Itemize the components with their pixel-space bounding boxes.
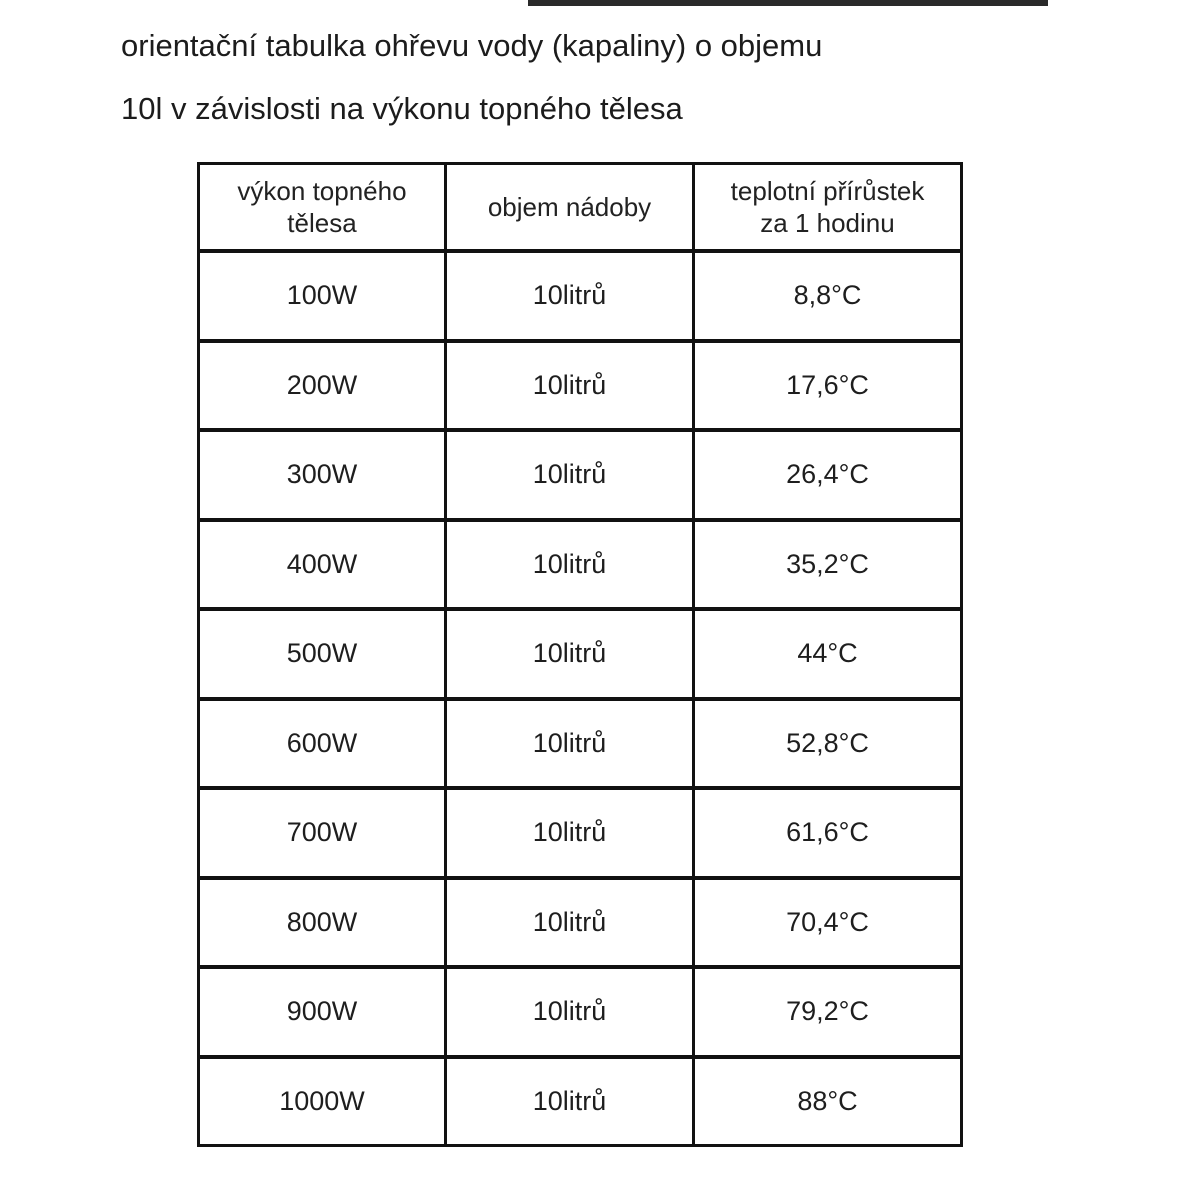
cell-temp: 61,6°C (695, 790, 960, 880)
cell-power: 200W (200, 343, 447, 433)
cell-temp: 26,4°C (695, 432, 960, 522)
cell-volume: 10litrů (447, 253, 695, 343)
cell-volume: 10litrů (447, 880, 695, 970)
cell-power: 500W (200, 611, 447, 701)
table-row (200, 701, 960, 791)
table-row (200, 1059, 960, 1145)
table-row (200, 611, 960, 701)
table-header-row (200, 165, 960, 253)
cell-volume: 10litrů (447, 1059, 695, 1145)
cell-temp: 17,6°C (695, 343, 960, 433)
table-row (200, 969, 960, 1059)
header-power (200, 165, 447, 253)
cell-volume: 10litrů (447, 790, 695, 880)
heating-table (197, 162, 963, 1147)
cell-power: 800W (200, 880, 447, 970)
cell-temp: 88°C (695, 1059, 960, 1145)
document-title-line-1: orientační tabulka ohřevu vody (kapaliny) o objemu (121, 28, 823, 63)
cell-volume: 10litrů (447, 969, 695, 1059)
table-row (200, 253, 960, 343)
header-power-line-2: tělesa (287, 208, 357, 238)
header-temp (695, 165, 960, 253)
table-row (200, 432, 960, 522)
cell-volume: 10litrů (447, 522, 695, 612)
cell-volume: 10litrů (447, 432, 695, 522)
top-rule (528, 0, 1048, 6)
table-row (200, 790, 960, 880)
cell-temp: 79,2°C (695, 969, 960, 1059)
cell-power: 900W (200, 969, 447, 1059)
table-row (200, 880, 960, 970)
table-row (200, 343, 960, 433)
cell-power: 400W (200, 522, 447, 612)
document-title-line-2: 10l v závislosti na výkonu topného tělesa (121, 91, 683, 126)
cell-temp: 8,8°C (695, 253, 960, 343)
cell-temp: 35,2°C (695, 522, 960, 612)
cell-volume: 10litrů (447, 611, 695, 701)
header-volume (447, 165, 695, 253)
table-row (200, 522, 960, 612)
cell-temp: 52,8°C (695, 701, 960, 791)
cell-temp: 44°C (695, 611, 960, 701)
cell-power: 600W (200, 701, 447, 791)
header-power-line-1: výkon topného (237, 176, 407, 206)
cell-volume: 10litrů (447, 343, 695, 433)
cell-temp: 70,4°C (695, 880, 960, 970)
header-temp-line-1: teplotní přírůstek (730, 176, 925, 206)
header-temp-line-2: za 1 hodinu (760, 208, 895, 238)
header-volume-line-1: objem nádoby (487, 192, 652, 222)
cell-power: 700W (200, 790, 447, 880)
cell-power: 100W (200, 253, 447, 343)
cell-power: 1000W (200, 1059, 447, 1145)
heating-table-container (197, 162, 963, 1147)
cell-volume: 10litrů (447, 701, 695, 791)
cell-power: 300W (200, 432, 447, 522)
